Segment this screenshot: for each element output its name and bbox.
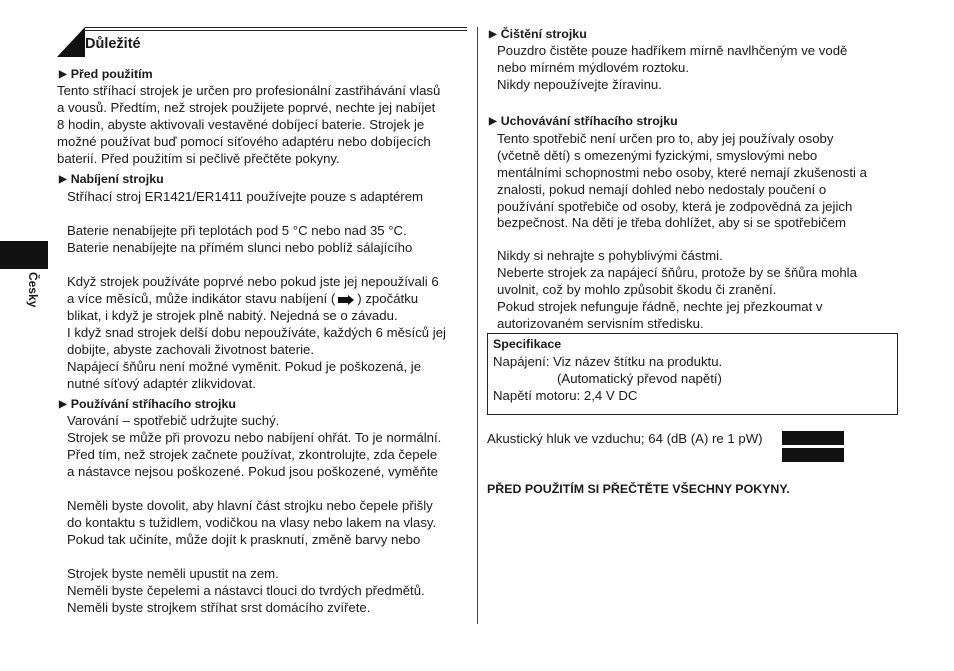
charge-indicator-icon <box>335 290 357 307</box>
paragraph-line: Nikdy si nehrajte s pohyblivými částmi. <box>497 248 723 263</box>
paragraph-line: Tento spotřebič není určen pro to, aby jej používaly osoby <box>497 131 834 146</box>
paragraph-line: Neměli byste čepelemi a nástavci tlouci do tvrdých předmětů. <box>67 583 425 598</box>
paragraph-line: blikat, i když je strojek plně nabitý. Nejedná se o závadu. <box>67 308 398 323</box>
column-divider <box>477 27 478 624</box>
paragraph-line: možné používat buď pomocí síťového adaptéru nebo dobíjecích <box>57 134 431 149</box>
spec-line: Napájení: Viz název štítku na produktu. <box>493 354 723 369</box>
triangle-bullet-icon: ▶ <box>59 174 67 185</box>
paragraph-line: autorizovaném servisním středisku. <box>497 316 704 331</box>
paragraph-line: 8 hodin, abyste aktivovali vestavěné dobíjecí baterie. Strojek je <box>57 117 425 132</box>
heading-charging: ▶ Nabíjení strojku <box>59 172 164 186</box>
paragraph-line: Když strojek používáte poprvé nebo pokud jste jej nepoužívali 6 <box>67 274 439 289</box>
paragraph-line: uvolnit, což by mohlo způsobit škodu či zranění. <box>497 282 777 297</box>
heading-storage: ▶ Uchovávání stříhacího strojku <box>489 114 678 128</box>
paragraph-line: Pokud strojek nefunguje řádně, nechte jej přezkoumat v <box>497 299 823 314</box>
paragraph-line: Pouzdro čistěte pouze hadříkem mírně navlhčeným ve vodě <box>497 43 848 58</box>
paragraph-line: Před tím, než strojek začnete používat, zkontrolujte, zda čepele <box>67 447 438 462</box>
paragraph-line: a nástavce nejsou poškozené. Pokud jsou poškozené, vyměňte <box>67 464 438 479</box>
title-corner-triangle <box>57 27 85 57</box>
paragraph-line: znalosti, pokud nemají dohled nebo nedostaly poučení o <box>497 182 827 197</box>
paragraph-line: Strojek byste neměli upustit na zem. <box>67 566 279 581</box>
triangle-bullet-icon: ▶ <box>59 69 67 80</box>
paragraph-line: Baterie nenabíjejte na přímém slunci nebo poblíž sálajícího <box>67 240 413 255</box>
triangle-bullet-icon: ▶ <box>489 116 497 127</box>
paragraph-line: Neměli byste strojkem stříhat srst domácího zvířete. <box>67 600 371 615</box>
paragraph-line: baterií. Před použitím si pečlivě přečtěte pokyny. <box>57 151 340 166</box>
language-label: Česky <box>26 272 40 308</box>
heading-cleaning: ▶ Čištění strojku <box>489 27 587 41</box>
paragraph-line: Tento stříhací strojek je určen pro profesionální zastřihávání vlasů <box>57 83 441 98</box>
paragraph-line: nutné síťový adaptér zlikvidovat. <box>67 376 256 391</box>
triangle-bullet-icon: ▶ <box>59 399 67 410</box>
spec-title: Specifikace <box>493 337 562 351</box>
paragraph-line: Napájecí šňůru není možné vyměnit. Pokud je poškozená, je <box>67 359 422 374</box>
model-badge <box>782 431 844 445</box>
paragraph-line: Strojek se může při provozu nebo nabíjení ohřát. To je normální. <box>67 430 442 445</box>
paragraph-line: mentálními schopnostmi nebo osoby, které nemají zkušenosti a <box>497 165 867 180</box>
paragraph-line: I když snad strojek delší dobu nepoužíváte, každých 6 měsíců jej <box>67 325 446 340</box>
triangle-bullet-icon: ▶ <box>489 29 497 40</box>
paragraph-line: používání spotřebiče od osoby, která je zodpovědná za jejich <box>497 199 853 214</box>
model-badge <box>782 448 844 462</box>
final-instruction: PŘED POUŽITÍM SI PŘEČTĚTE VŠECHNY POKYNY. <box>487 482 790 496</box>
language-tab-marker <box>0 241 48 269</box>
paragraph-line: a vousů. Předtím, než strojek použijete poprvé, nechte jej nabíjet <box>57 100 436 115</box>
paragraph-line: (včetně dětí) s omezenými fyzickými, smyslovými nebo <box>497 148 818 163</box>
paragraph-line: do kontaktu s tužidlem, vodičkou na vlasy nebo lakem na vlasy. <box>67 515 437 530</box>
paragraph-line: nebo mírném mýdlovém roztoku. <box>497 60 690 75</box>
paragraph-line: Neměli byste dovolit, aby hlavní část strojku nebo čepele přišly <box>67 498 433 513</box>
paragraph-line: Stříhací stroj ER1421/ER1411 používejte pouze s adaptérem <box>67 189 424 204</box>
spec-line: Napětí motoru: 2,4 V DC <box>493 388 638 403</box>
paragraph-line: Neberte strojek za napájecí šňůru, protože by se šňůra mohla <box>497 265 857 280</box>
noise-line: Akustický hluk ve vzduchu; 64 (dB (A) re 1 pW) <box>487 431 763 446</box>
paragraph-line: dobijte, abyste zachovali životnost baterie. <box>67 342 315 357</box>
paragraph-line-with-icon: a více měsíců, může indikátor stavu nabíjení ( ) zpočátku <box>67 291 419 306</box>
spec-line: (Automatický převod napětí) <box>557 371 722 386</box>
paragraph-line: Nikdy nepoužívejte žíravinu. <box>497 77 662 92</box>
paragraph-line: bezpečnost. Na děti je třeba dohlížet, aby si se spotřebičem <box>497 215 846 230</box>
heading-using-clipper: ▶ Používání stříhacího strojku <box>59 397 236 411</box>
paragraph-line: Pokud tak učiníte, může dojít k prasknutí, změně barvy nebo <box>67 532 421 547</box>
section-title: Důležité <box>85 36 141 52</box>
paragraph-line: Varování – spotřebič udržujte suchý. <box>67 413 280 428</box>
heading-before-use: ▶ Před použitím <box>59 67 153 81</box>
paragraph-line: Baterie nenabíjejte při teplotách pod 5 °C nebo nad 35 °C. <box>67 223 407 238</box>
